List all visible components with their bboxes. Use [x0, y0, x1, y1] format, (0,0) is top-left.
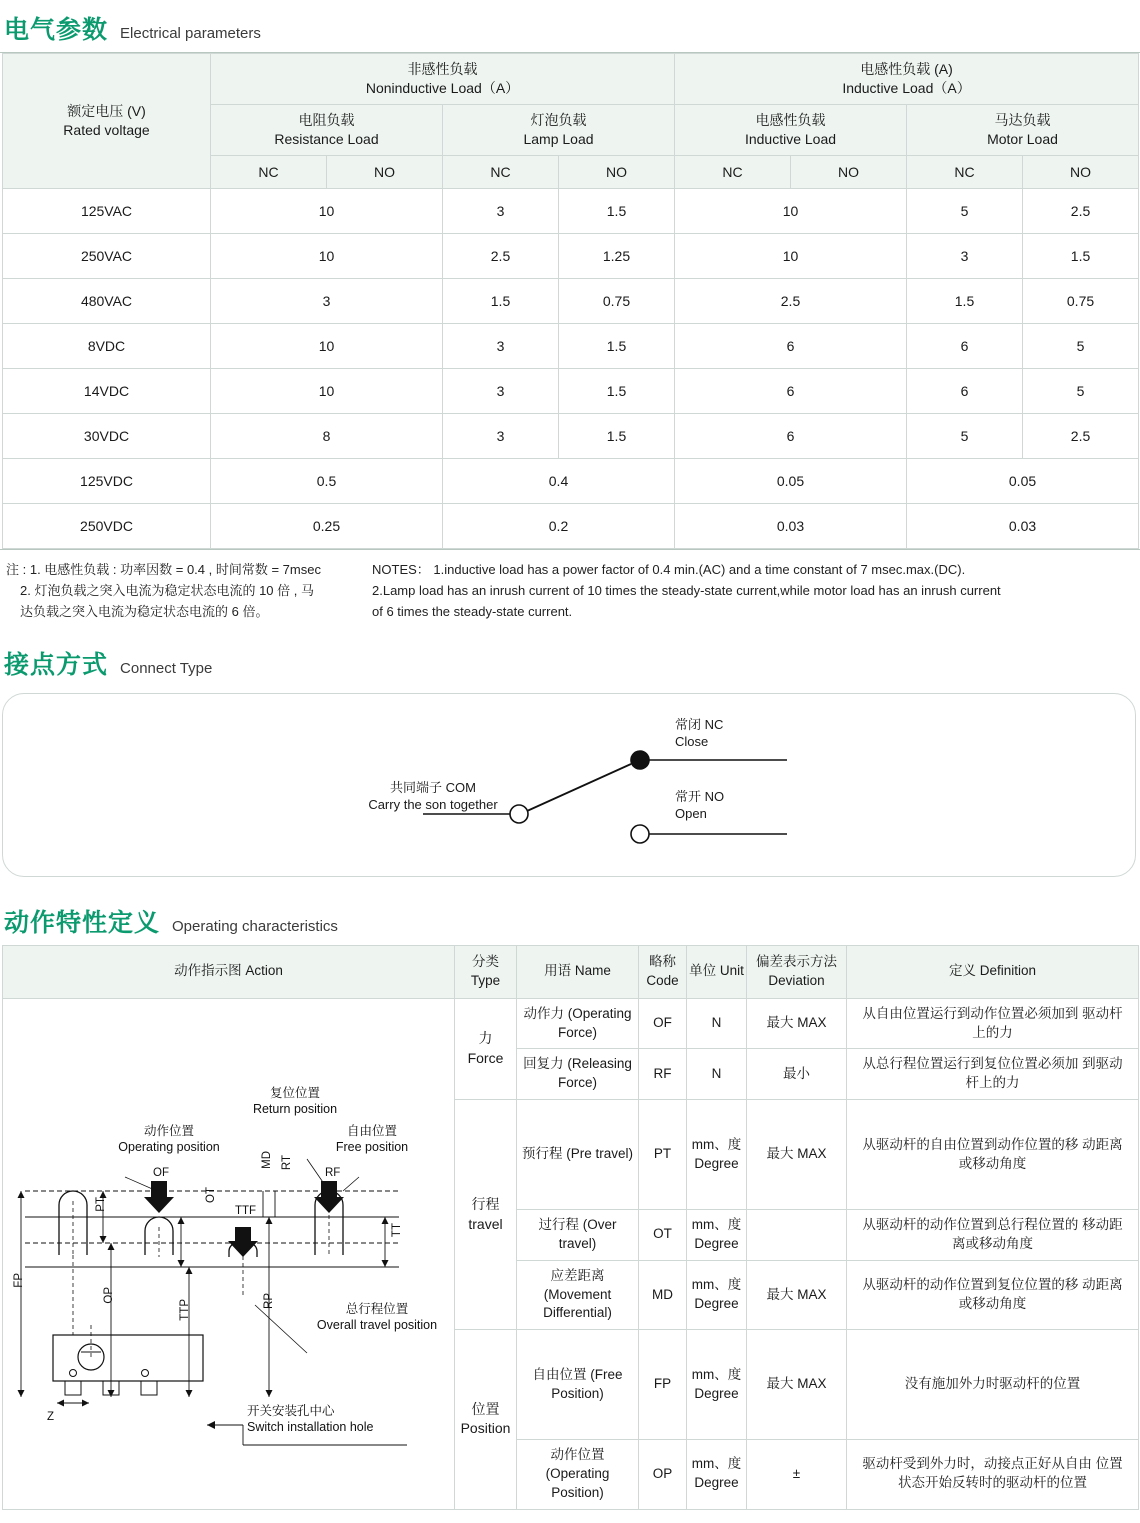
mark-ttf: TTF [235, 1204, 257, 1217]
cell-motor-no: 2.5 [1023, 414, 1139, 459]
table-header-row-1 [3, 54, 1139, 105]
cell-inductive: 10 [675, 234, 907, 279]
mark-rf: RF [325, 1166, 341, 1179]
label-return-position: 复位位置 Return position [252, 1085, 338, 1116]
unit-ot: mm、度 Degree [687, 1209, 747, 1260]
cell-motor-nc: 1.5 [907, 279, 1023, 324]
unit-fp: mm、度 Degree [687, 1330, 747, 1440]
cell-resistance: 0.25 [211, 504, 443, 549]
deviation-rf: 最小 [747, 1049, 847, 1100]
header-resistance-load: 电阻负载 Resistance Load [211, 104, 443, 155]
code-ot: OT [639, 1209, 687, 1260]
header-motor-nc: NC [907, 155, 1023, 189]
table-row [3, 324, 1139, 369]
name-pre-travel: 预行程 (Pre travel) [517, 1100, 639, 1210]
cell-motor-no: 1.5 [1023, 234, 1139, 279]
notes-block [0, 550, 1140, 622]
mark-md: MD [261, 1150, 273, 1169]
cell-motor: 0.03 [907, 504, 1139, 549]
group-force: 力 Force [455, 998, 517, 1100]
cell-voltage: 8VDC [3, 324, 211, 369]
cell-voltage: 14VDC [3, 369, 211, 414]
cell-resistance: 0.5 [211, 459, 443, 504]
cell-motor-nc: 6 [907, 369, 1023, 414]
header-motor-load: 马达负载 Motor Load [907, 104, 1139, 155]
label-overall-travel-position: 总行程位置 Overall travel position [316, 1301, 438, 1332]
cell-motor: 0.05 [907, 459, 1139, 504]
deviation-pt: 最大 MAX [747, 1100, 847, 1210]
cell-motor-no: 5 [1023, 369, 1139, 414]
header-name: 用语 Name [517, 945, 639, 998]
label-operating-position: 动作位置 Operating position [118, 1123, 220, 1154]
header-definition: 定义 Definition [847, 945, 1139, 998]
header-res-nc: NC [211, 155, 327, 189]
cell-motor-no: 0.75 [1023, 279, 1139, 324]
header-code: 略称 Code [639, 945, 687, 998]
label-switch-installation-hole: 开关安装孔中心 Switch installation hole [247, 1403, 374, 1434]
table-row [3, 504, 1139, 549]
table-row [3, 414, 1139, 459]
section-title-en: Electrical parameters [120, 25, 261, 42]
label-nc: 常闭 NC Close [675, 716, 724, 750]
op-row [3, 998, 1139, 1049]
note-cn-line-1: 注 : 1. 电感性负载 : 功率因数 = 0.4 , 时间常数 = 7msec [6, 562, 321, 578]
code-md: MD [639, 1260, 687, 1330]
definition-op: 驱动杆受到外力时，动接点正好从自由 位置状态开始反转时的驱动杆的位置 [847, 1439, 1139, 1509]
cell-motor-no: 5 [1023, 324, 1139, 369]
code-op: OP [639, 1439, 687, 1509]
name-movement-differential: 应差距离 (Movement Differential) [517, 1260, 639, 1330]
cell-lamp-no: 1.5 [559, 414, 675, 459]
mark-rt: RT [281, 1154, 293, 1170]
cell-inductive: 6 [675, 369, 907, 414]
code-of: OF [639, 998, 687, 1049]
electrical-parameters-table [2, 53, 1139, 549]
name-free-position: 自由位置 (Free Position) [517, 1330, 639, 1440]
header-ind-no: NO [791, 155, 907, 189]
note-cn-line-3: 达负载之突入电流为稳定状态电流的 6 倍。 [20, 604, 269, 620]
deviation-of: 最大 MAX [747, 998, 847, 1049]
cell-voltage: 250VDC [3, 504, 211, 549]
unit-op: mm、度 Degree [687, 1439, 747, 1509]
cell-inductive: 0.03 [675, 504, 907, 549]
cell-resistance: 3 [211, 279, 443, 324]
code-fp: FP [639, 1330, 687, 1440]
note-en-line-1: NOTES： 1.inductive load has a power factor of 0.4 min.(AC) and a time constant of 7 msec.max.(DC). [372, 562, 966, 578]
action-diagram-cell [3, 998, 455, 1509]
deviation-op: ± [747, 1439, 847, 1509]
cell-motor-nc: 3 [907, 234, 1023, 279]
cell-motor-nc: 5 [907, 414, 1023, 459]
deviation-fp: 最大 MAX [747, 1330, 847, 1440]
cell-lamp-nc: 2.5 [443, 234, 559, 279]
header-deviation: 偏差表示方法 Deviation [747, 945, 847, 998]
section-header-operating [0, 877, 1140, 945]
cell-resistance: 10 [211, 234, 443, 279]
mark-of: OF [153, 1166, 169, 1179]
cell-lamp: 0.2 [443, 504, 675, 549]
notes-chinese [6, 560, 356, 622]
operating-characteristics-table [2, 945, 1139, 1510]
name-releasing-force: 回复力 (Releasing Force) [517, 1049, 639, 1100]
cell-lamp-nc: 3 [443, 414, 559, 459]
header-rated-voltage: 额定电压 (V) Rated voltage [3, 54, 211, 189]
unit-md: mm、度 Degree [687, 1260, 747, 1330]
cell-lamp-no: 1.5 [559, 369, 675, 414]
header-action: 动作指示图 Action [3, 945, 455, 998]
label-free-position: 自由位置 Free position [335, 1123, 409, 1154]
label-com: 共同端子 COM Carry the son together [368, 779, 498, 813]
mark-rp: RP [263, 1292, 275, 1309]
header-ind-nc: NC [675, 155, 791, 189]
mark-z: Z [47, 1410, 55, 1423]
cell-lamp-nc: 3 [443, 189, 559, 234]
mark-fp: FP [13, 1272, 25, 1288]
note-cn-line-2: 2. 灯泡负载之突入电流为稳定状态电流的 10 倍 , 马 [20, 583, 314, 599]
note-en-line-3: of 6 times the steady-state current. [372, 604, 573, 620]
section-title-cn: 电气参数 [4, 16, 109, 44]
cell-lamp-nc: 3 [443, 369, 559, 414]
section-title-cn: 动作特性定义 [4, 908, 161, 937]
definition-pt: 从驱动杆的自由位置到动作位置的移 动距离或移动角度 [847, 1100, 1139, 1210]
cell-voltage: 125VAC [3, 189, 211, 234]
connect-schematic-svg [3, 694, 1135, 874]
cell-lamp-nc: 3 [443, 324, 559, 369]
name-operating-force: 动作力 (Operating Force) [517, 998, 639, 1049]
cell-resistance: 10 [211, 324, 443, 369]
mark-ot: OT [205, 1186, 217, 1203]
cell-lamp-no: 1.5 [559, 324, 675, 369]
header-motor-no: NO [1023, 155, 1139, 189]
table-row [3, 189, 1139, 234]
cell-voltage: 125VDC [3, 459, 211, 504]
section-header-electrical [0, 0, 1140, 52]
definition-rf: 从总行程位置运行到复位位置必须加 到驱动杆上的力 [847, 1049, 1139, 1100]
definition-fp: 没有施加外力时驱动杆的位置 [847, 1330, 1139, 1440]
name-over-travel: 过行程 (Over travel) [517, 1209, 639, 1260]
table-row [3, 279, 1139, 324]
cell-voltage: 250VAC [3, 234, 211, 279]
note-en-line-2: 2.Lamp load has an inrush current of 10 times the steady-state current,while motor load has an inrush current [372, 583, 1001, 599]
code-rf: RF [639, 1049, 687, 1100]
code-pt: PT [639, 1100, 687, 1210]
definition-md: 从驱动杆的动作位置到复位位置的移 动距离或移动角度 [847, 1260, 1139, 1330]
header-noninductive-load: 非感性负载 Noninductive Load（A） [211, 54, 675, 105]
cell-lamp-no: 0.75 [559, 279, 675, 324]
deviation-ot [747, 1209, 847, 1260]
header-res-no: NO [327, 155, 443, 189]
definition-ot: 从驱动杆的动作位置到总行程位置的 移动距离或移动角度 [847, 1209, 1139, 1260]
header-lamp-nc: NC [443, 155, 559, 189]
cell-inductive: 2.5 [675, 279, 907, 324]
connect-type-diagram [2, 693, 1136, 877]
section-title-en: Connect Type [120, 659, 213, 677]
cell-motor-no: 2.5 [1023, 189, 1139, 234]
unit-of: N [687, 998, 747, 1049]
cell-lamp-no: 1.5 [559, 189, 675, 234]
cell-voltage: 480VAC [3, 279, 211, 324]
cell-voltage: 30VDC [3, 414, 211, 459]
group-position: 位置 Position [455, 1330, 517, 1509]
header-lamp-no: NO [559, 155, 675, 189]
header-type: 分类 Type [455, 945, 517, 998]
unit-pt: mm、度 Degree [687, 1100, 747, 1210]
name-operating-position: 动作位置 (Operating Position) [517, 1439, 639, 1509]
mark-ttp: TTP [179, 1298, 191, 1321]
label-no: 常开 NO Open [675, 788, 725, 822]
header-inductive-load-group: 电感性负载 (A) Inductive Load（A） [675, 54, 1139, 105]
op-header-row [3, 945, 1139, 998]
group-travel: 行程 travel [455, 1100, 517, 1330]
mark-pt: PT [95, 1196, 107, 1212]
notes-english [372, 560, 1136, 622]
unit-rf: N [687, 1049, 747, 1100]
cell-resistance: 10 [211, 189, 443, 234]
definition-of: 从自由位置运行到动作位置必须加到 驱动杆上的力 [847, 998, 1139, 1049]
header-unit: 单位 Unit [687, 945, 747, 998]
header-lamp-load: 灯泡负载 Lamp Load [443, 104, 675, 155]
table-row [3, 234, 1139, 279]
cell-motor-nc: 5 [907, 189, 1023, 234]
deviation-md: 最大 MAX [747, 1260, 847, 1330]
cell-motor-nc: 6 [907, 324, 1023, 369]
cell-inductive: 6 [675, 414, 907, 459]
cell-inductive: 0.05 [675, 459, 907, 504]
section-title-cn: 接点方式 [4, 650, 109, 679]
table-row [3, 369, 1139, 414]
mark-op: OP [103, 1286, 115, 1304]
table-row [3, 459, 1139, 504]
electrical-table-wrap [0, 52, 1140, 550]
cell-lamp-no: 1.25 [559, 234, 675, 279]
header-inductive-load: 电感性负载 Inductive Load [675, 104, 907, 155]
cell-lamp-nc: 1.5 [443, 279, 559, 324]
cell-inductive: 10 [675, 189, 907, 234]
cell-resistance: 10 [211, 369, 443, 414]
mark-tt: TT [391, 1222, 403, 1237]
cell-resistance: 8 [211, 414, 443, 459]
section-header-connect [0, 623, 1140, 687]
section-title-en: Operating characteristics [172, 917, 338, 935]
action-diagram [7, 1005, 459, 1503]
cell-inductive: 6 [675, 324, 907, 369]
cell-lamp: 0.4 [443, 459, 675, 504]
